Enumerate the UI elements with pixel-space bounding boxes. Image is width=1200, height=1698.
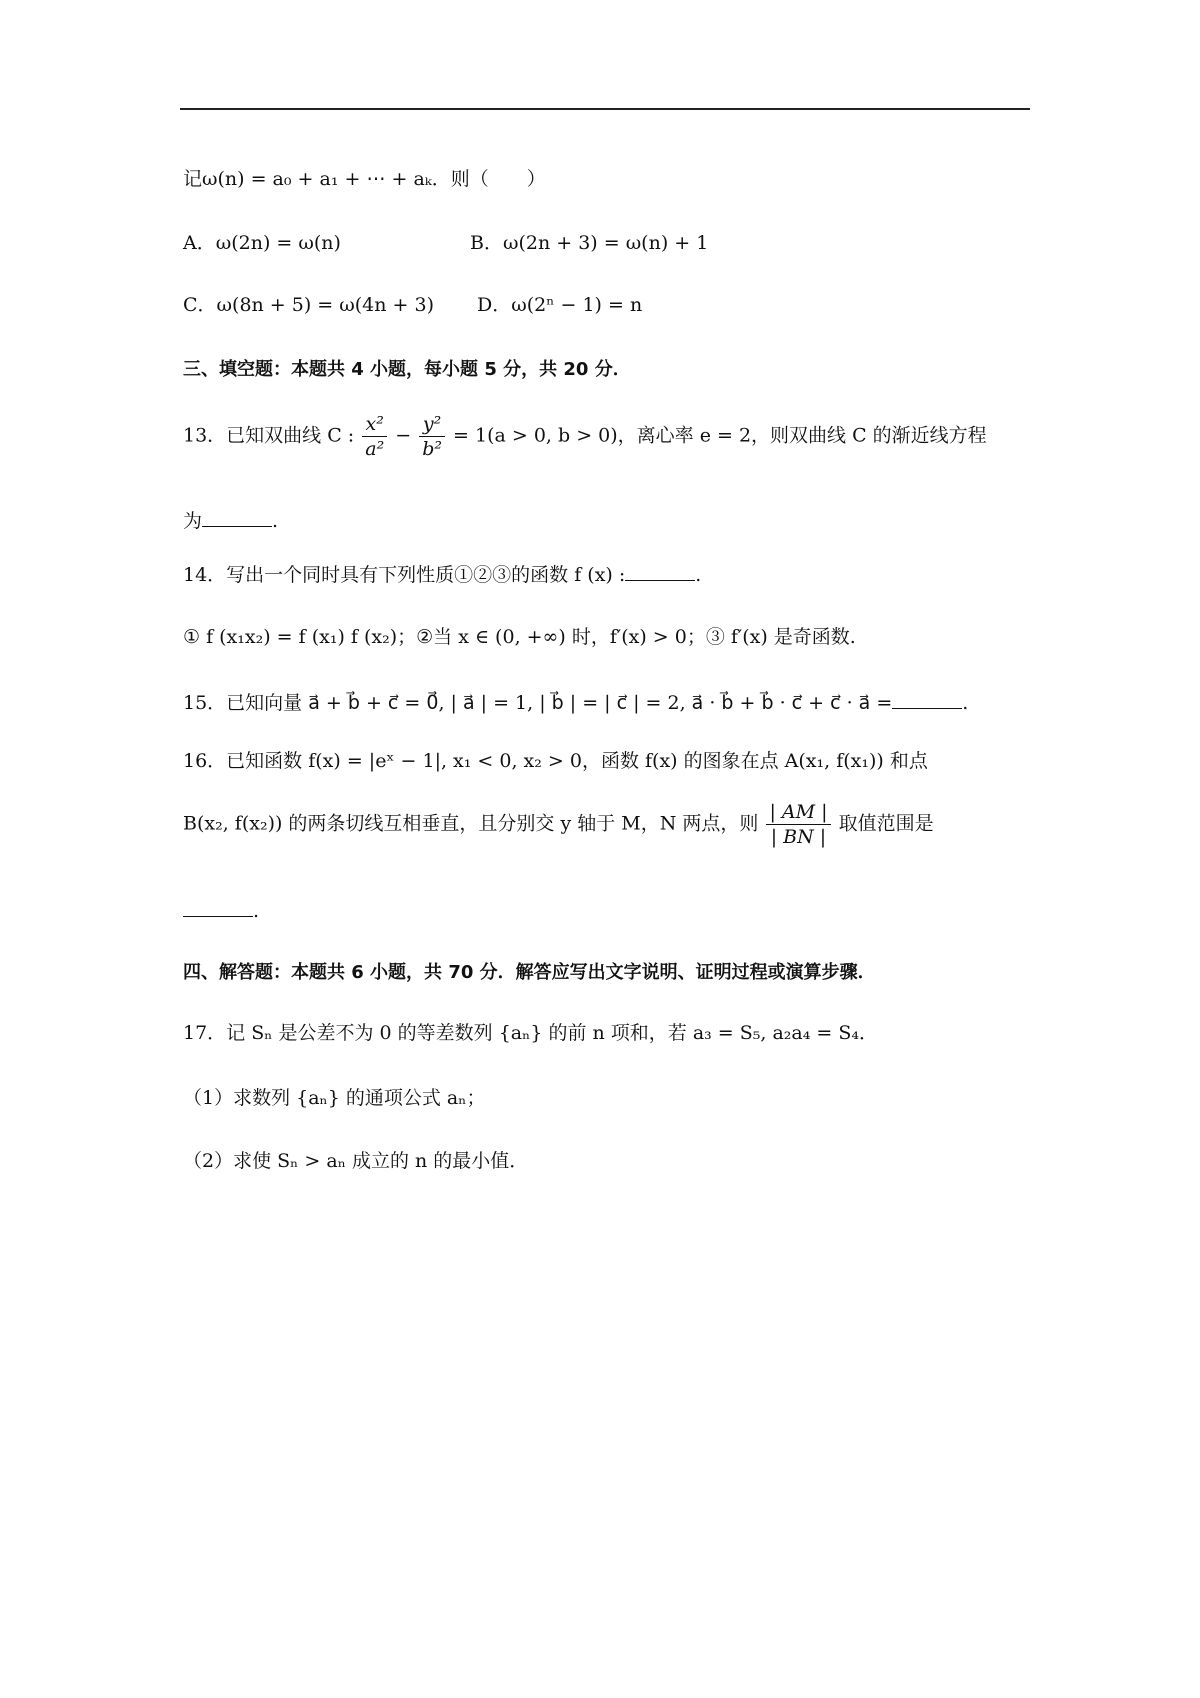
question-14-properties: ① f (x₁x₂) = f (x₁) f (x₂)；②当 x ∈ (0, +∞) 时，f′(x) > 0；③ f′(x) 是奇函数. — [183, 626, 856, 648]
section-3-header: 三、填空题：本题共 4 小题，每小题 5 分，共 20 分． — [183, 359, 631, 380]
q13-minus: − — [395, 424, 412, 447]
answer-blank — [202, 525, 272, 527]
question-13-line-2 — [183, 508, 278, 534]
option-a: A．ω(2n) = ω(n) — [183, 232, 341, 254]
question-16-line-1: 16．已知函数 f(x) = |eˣ − 1|, x₁ < 0, x₂ > 0，函数 f(x) 的图象在点 A(x₁, f(x₁)) 和点 — [183, 750, 928, 772]
q13-frac2-num: y² — [419, 412, 445, 437]
q13-suffix: = 1(a > 0, b > 0)，离心率 e = 2，则双曲线 C 的渐近线方程 — [453, 424, 987, 447]
question-16-line-2 — [183, 800, 934, 849]
answer-blank — [625, 579, 695, 581]
question-14-line-1 — [183, 562, 701, 588]
question-12-continuation: 记ω(n) = a₀ + a₁ + ⋯ + aₖ．则（ ） — [183, 168, 546, 190]
q13-line2-suffix: . — [272, 510, 279, 532]
answer-blank — [892, 707, 962, 709]
option-b: B．ω(2n + 3) = ω(n) + 1 — [470, 232, 709, 254]
question-16-line-3 — [183, 898, 259, 924]
question-15 — [183, 690, 968, 716]
q15-prefix: 15．已知向量 a⃗ + b⃗ + c⃗ = 0⃗, | a⃗ | = 1, | b⃗ | = | c⃗ | = 2, a⃗ · b⃗ + b⃗ · c⃗ + c⃗ · a⃗ = — [183, 692, 893, 714]
q16-line3-suffix: . — [253, 900, 260, 922]
q15-suffix: . — [962, 692, 969, 714]
option-row-ab — [183, 230, 708, 256]
q13-line2-prefix: 为 — [183, 510, 203, 532]
option-d: D．ω(2ⁿ − 1) = n — [477, 294, 643, 316]
option-row-cd — [183, 292, 642, 318]
question-17-part-2: （2）求使 Sₙ > aₙ 成立的 n 的最小值． — [183, 1150, 529, 1172]
q13-frac1-den: a² — [365, 438, 385, 460]
q16-frac-den: | BN | — [770, 826, 827, 848]
q13-fraction-x — [362, 412, 387, 461]
header-rule — [180, 108, 1030, 110]
q13-frac1-num: x² — [362, 412, 387, 437]
q16-ratio-fraction — [766, 800, 830, 849]
answer-blank — [183, 915, 253, 917]
q16-line2-prefix: B(x₂, f(x₂)) 的两条切线互相垂直，且分别交 y 轴于 M，N 两点，则 — [183, 812, 759, 835]
q16-frac-num: | AM | — [766, 800, 830, 825]
section-4-header: 四、解答题：本题共 6 小题，共 70 分．解答应写出文字说明、证明过程或演算步骤． — [183, 962, 876, 983]
option-c: C．ω(8n + 5) = ω(4n + 3) — [183, 294, 434, 316]
question-17-part-1: （1）求数列 {aₙ} 的通项公式 aₙ； — [183, 1087, 486, 1109]
q13-fraction-y — [419, 412, 445, 461]
q14-suffix: . — [695, 564, 702, 586]
q16-line2-suffix: 取值范围是 — [838, 812, 934, 835]
question-13-line-1 — [183, 412, 987, 461]
q13-prefix: 13．已知双曲线 C : — [183, 424, 355, 447]
q13-frac2-den: b² — [422, 438, 442, 460]
question-17-stem: 17．记 Sₙ 是公差不为 0 的等差数列 {aₙ} 的前 n 项和，若 a₃ = S₅, a₂a₄ = S₄． — [183, 1022, 878, 1044]
q14-prefix: 14．写出一个同时具有下列性质①②③的函数 f (x) : — [183, 564, 626, 586]
